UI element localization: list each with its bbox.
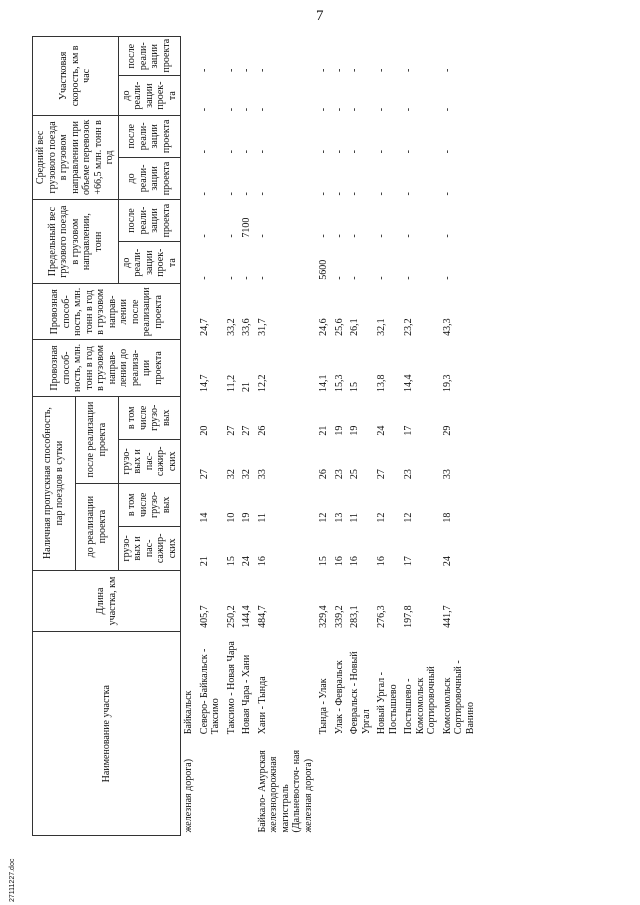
value-cell-w1 (181, 242, 197, 284)
value-cell-w1: 5600 (318, 259, 329, 280)
value-cell-s2: - (376, 68, 387, 72)
value-cell-a1 (181, 157, 197, 199)
value-cell-c2: 11 (349, 512, 360, 523)
value-cell-p2: 31,7 (256, 318, 268, 336)
value-cell-a2 (181, 115, 197, 157)
value-cell-s1: - (333, 107, 345, 112)
value-cell-c2: 11 (256, 512, 268, 523)
value-cell-w2: - (256, 234, 268, 238)
value-cell-a1: - (349, 192, 360, 196)
value-cell-w1: - (376, 276, 387, 280)
value-cell-c2: 13 (333, 512, 345, 523)
group-cell (224, 737, 240, 835)
value-cell-c4: 19 (333, 425, 345, 436)
value-cell-c2: 10 (225, 512, 237, 523)
table-row (239, 37, 255, 836)
value-cell-a2: - (318, 150, 329, 154)
value-cell-c2: 19 (241, 512, 252, 523)
header-speed-after: после реали- зации проекта (118, 37, 181, 76)
value-cell-c3: 32 (241, 469, 252, 480)
group-cell (347, 737, 374, 835)
value-cell-w1: - (225, 276, 237, 280)
value-cell-a2: - (376, 150, 387, 154)
value-cell-w2: - (349, 234, 360, 238)
table-row (374, 37, 401, 836)
value-cell-p2: 23,2 (403, 318, 414, 336)
value-cell-c3: 33 (441, 469, 453, 480)
value-cell-p1 (181, 340, 197, 396)
value-cell-w2: - (403, 234, 414, 238)
value-cell-c4: 17 (403, 425, 414, 436)
value-cell-p2: 32,1 (376, 318, 387, 336)
value-cell-c3: 26 (318, 469, 329, 480)
value-cell-c3: 27 (198, 469, 210, 480)
table-row (401, 37, 440, 836)
value-cell-a1: - (318, 192, 329, 196)
value-cell-c2: 14 (198, 512, 210, 523)
value-cell-p2: 33,6 (241, 318, 252, 336)
value-cell-c2 (181, 483, 197, 527)
value-cell-a1: - (333, 192, 345, 196)
value-cell-c1: 16 (256, 556, 268, 567)
table-header (33, 37, 181, 836)
value-cell-s2: - (198, 68, 210, 72)
section-name-cell: Новый Ургал - Постышево (376, 672, 399, 735)
value-cell-w2: - (198, 234, 210, 238)
value-cell-c1: 16 (349, 556, 360, 567)
value-cell-a2: - (349, 150, 360, 154)
header-max-after: после реали- зации проекта (118, 199, 181, 241)
section-name-cell: Тында - Улак (318, 678, 329, 735)
value-cell-a2: - (333, 150, 345, 154)
table-row (255, 37, 317, 836)
value-cell-p1: 15 (349, 382, 360, 393)
value-cell-p2: 43,3 (441, 318, 453, 336)
value-cell-c4: 27 (241, 425, 252, 436)
value-cell-s2 (181, 37, 197, 76)
value-cell-a2: - (225, 150, 237, 154)
value-cell-c4 (181, 396, 197, 440)
value-cell-w2: - (318, 234, 329, 238)
value-cell-length: 283,1 (349, 605, 360, 628)
value-cell-w1: - (241, 276, 252, 280)
value-cell-s2: - (349, 68, 360, 72)
value-cell-a2: - (241, 150, 252, 154)
value-cell-a1: - (198, 192, 210, 196)
value-cell-p1: 14,7 (198, 374, 210, 393)
value-cell-s1: - (318, 107, 329, 112)
header-throughput: Наличная пропускная способность, пар поездов в сутки (33, 396, 76, 570)
value-cell-c1: 24 (441, 556, 453, 567)
value-cell-s2: - (241, 68, 252, 72)
section-name-cell: Хани - Тында (256, 676, 268, 735)
value-cell-c1: 17 (403, 556, 414, 567)
header-freight-passenger-before: грузо- вых и пас- сажир- ских (118, 527, 181, 571)
value-cell-a1: - (241, 192, 252, 196)
header-carrying-before: Провозная способ- ность, млн. тонн в год в грузовом направ- лении до реализа- ции проекта (33, 340, 181, 396)
value-cell-c3: 23 (403, 469, 414, 480)
value-cell-s1: - (349, 107, 360, 112)
rotated-table-container (32, 36, 640, 836)
value-cell-length: 441,7 (441, 605, 453, 628)
value-cell-c2: 12 (376, 512, 387, 523)
value-cell-s1: - (403, 107, 414, 112)
value-cell-c4: 29 (441, 425, 453, 436)
value-cell-w1: - (403, 276, 414, 280)
value-cell-p2: 24,7 (198, 318, 210, 336)
table-row (316, 37, 332, 836)
header-avg-before: до реали- зации проекта (118, 157, 181, 199)
value-cell-p1: 15,3 (333, 374, 345, 393)
value-cell-s1: - (198, 107, 210, 112)
value-cell-s1: - (241, 107, 252, 112)
value-cell-p1: 19,3 (441, 374, 453, 393)
table-row (440, 37, 479, 836)
group-cell (332, 737, 348, 835)
value-cell-c3: 32 (225, 469, 237, 480)
group-cell (239, 737, 255, 835)
value-cell-a2: - (198, 150, 210, 154)
value-cell-c1: 16 (333, 556, 345, 567)
value-cell-length: 405,7 (198, 605, 210, 628)
value-cell-p2: 25,6 (333, 318, 345, 336)
table-body (181, 37, 479, 836)
value-cell-c1 (181, 527, 197, 571)
value-cell-p2: 24,6 (318, 318, 329, 336)
value-cell-length: 484,7 (256, 605, 268, 628)
value-cell-c1: 24 (241, 556, 252, 567)
value-cell-c1: 15 (318, 556, 329, 567)
value-cell-w1: - (441, 276, 453, 280)
value-cell-s2: - (225, 68, 237, 72)
header-freight-before: в том числе грузо- вых (118, 483, 181, 527)
value-cell-w2: - (225, 234, 237, 238)
value-cell-a1: - (225, 192, 237, 196)
header-speed: Участковая скорость, км в час (33, 37, 119, 116)
value-cell-a1: - (376, 192, 387, 196)
value-cell-length: 144,4 (241, 605, 252, 628)
table-row (181, 37, 197, 836)
value-cell-c3 (181, 440, 197, 484)
header-length: Длина участка, км (33, 570, 181, 632)
header-max-before: до реали- зации проек- та (118, 242, 181, 284)
group-cell: железная дорога) (183, 758, 194, 833)
value-cell-p1: 21 (241, 382, 252, 393)
section-name-cell: Северо- Байкальск - Таксимо (198, 648, 221, 735)
header-section-name: Наименование участка (33, 632, 181, 836)
value-cell-w2 (181, 199, 197, 241)
value-cell-s2: - (256, 68, 268, 72)
value-cell-c3: 27 (376, 469, 387, 480)
group-cell: Байкало- Амурская железнодорожная магистраль (Дальневосточ- ная железная дорога) (256, 749, 314, 833)
value-cell-s2: - (403, 68, 414, 72)
value-cell-c2: 12 (318, 512, 329, 523)
header-carrying-after: Провозная способ- ность, млн. тонн в год в грузовом направ- лении после реализации проекта (33, 284, 181, 340)
value-cell-length: 250,2 (225, 605, 237, 628)
header-before: до реализации проекта (75, 483, 118, 570)
value-cell-w2: - (441, 234, 453, 238)
value-cell-length: 197,8 (403, 605, 414, 628)
group-cell (440, 737, 479, 835)
value-cell-w1: - (349, 276, 360, 280)
section-name-cell: Постышево - Комсомольск Сортировочный (403, 666, 437, 735)
value-cell-a1: - (256, 192, 268, 196)
section-name-cell: Таксимо - Новая Чара (225, 641, 237, 735)
header-avg-weight: Средний вес грузового поезда в грузовом направлении при объеме перевозок +66,5 млн. тонн в год (33, 115, 119, 199)
value-cell-c3: 25 (349, 469, 360, 480)
value-cell-c3: 33 (256, 469, 268, 480)
value-cell-w1: - (256, 276, 268, 280)
value-cell-p1: 11,2 (225, 374, 237, 393)
value-cell-c1: 21 (198, 556, 210, 567)
section-name-cell: Новая Чара - Хани (241, 654, 252, 735)
value-cell-s2: - (333, 68, 345, 72)
value-cell-c4: 27 (225, 425, 237, 436)
capacity-table (32, 36, 478, 836)
section-name-cell: Байкальск (183, 690, 194, 735)
header-speed-before: до реали- зации проек- та (118, 76, 181, 115)
header-avg-after: после реали- зации проекта (118, 115, 181, 157)
value-cell-s1: - (376, 107, 387, 112)
value-cell-c4: 21 (318, 425, 329, 436)
page-number: 7 (316, 8, 324, 24)
value-cell-p2: 26,1 (349, 318, 360, 336)
header-max-weight: Предельный вес грузового поезда в грузовом направлении, тонн (33, 199, 119, 283)
section-name-cell: Февральск - Новый Ургал (349, 651, 372, 735)
value-cell-s1 (181, 76, 197, 115)
section-name-cell: Комсомольск Сортировочный - Ванино (441, 660, 476, 735)
value-cell-p2: 33,2 (225, 318, 237, 336)
value-cell-length: 329,4 (318, 605, 329, 628)
value-cell-c3: 23 (333, 469, 345, 480)
table-row (347, 37, 374, 836)
value-cell-s1: - (256, 107, 268, 112)
value-cell-length: 276,3 (376, 605, 387, 628)
value-cell-c4: 19 (349, 425, 360, 436)
table-row (197, 37, 224, 836)
value-cell-a2: - (403, 150, 414, 154)
footer-filename: 27111227.doc (9, 858, 16, 902)
value-cell-p1: 14,4 (403, 374, 414, 393)
value-cell-c4: 26 (256, 425, 268, 436)
group-cell (197, 737, 224, 835)
value-cell-s1: - (441, 107, 453, 112)
value-cell-p2 (181, 284, 197, 340)
value-cell-c1: 15 (225, 556, 237, 567)
value-cell-w1: - (333, 276, 345, 280)
header-after: после реализации проекта (75, 396, 118, 483)
value-cell-a2: - (256, 150, 268, 154)
header-freight-passenger-after: грузо- вых и пас- сажир- ских (118, 440, 181, 484)
value-cell-a1: - (403, 192, 414, 196)
value-cell-length: 339,2 (333, 605, 345, 628)
value-cell-c1: 16 (376, 556, 387, 567)
section-name-cell: Улак - Февральск (333, 660, 345, 735)
value-cell-s2: - (318, 68, 329, 72)
group-cell (316, 737, 332, 835)
value-cell-w2: - (376, 234, 387, 238)
table-row (224, 37, 240, 836)
value-cell-p1: 14,1 (318, 374, 329, 393)
value-cell-c2: 18 (441, 512, 453, 523)
group-cell (374, 737, 401, 835)
group-cell (401, 737, 440, 835)
header-freight-after: в том числе грузо- вых (118, 396, 181, 440)
value-cell-s2: - (441, 68, 453, 72)
value-cell-w2: 7100 (241, 217, 252, 238)
value-cell-w2: - (333, 234, 345, 238)
value-cell-a1: - (441, 192, 453, 196)
value-cell-p1: 13,8 (376, 374, 387, 393)
table-row (332, 37, 348, 836)
value-cell-a2: - (441, 150, 453, 154)
value-cell-c4: 20 (198, 425, 210, 436)
value-cell-c4: 24 (376, 425, 387, 436)
value-cell-c2: 12 (403, 512, 414, 523)
value-cell-s1: - (225, 107, 237, 112)
value-cell-p1: 12,2 (256, 374, 268, 393)
value-cell-w1: - (198, 276, 210, 280)
value-cell-length (181, 570, 197, 632)
